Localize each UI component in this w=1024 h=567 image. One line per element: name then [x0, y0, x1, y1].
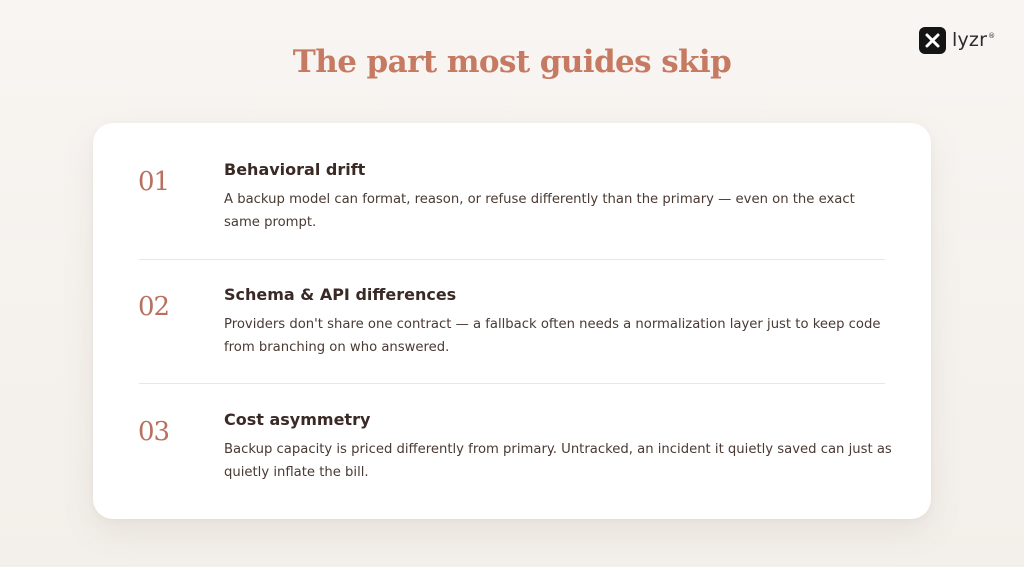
- brand-name: lyzr®: [952, 28, 996, 51]
- item-title: Behavioral drift: [224, 160, 366, 179]
- item-description: Providers don't share one contract — a fallback often needs a normalization layer just to keep code from branching on who answered.: [224, 317, 881, 355]
- list-item-schema-api: [93, 248, 931, 368]
- item-title: Cost asymmetry: [224, 410, 371, 429]
- page-title: The part most guides skip: [292, 44, 732, 80]
- list-item-behavioral-drift: [93, 123, 931, 243]
- list-item-cost-asymmetry: [93, 373, 931, 493]
- item-number: 02: [138, 292, 170, 322]
- item-title: Schema & API differences: [224, 285, 457, 304]
- item-description: A backup model can format, reason, or refuse differently than the primary — even on the exact same prompt.: [224, 192, 855, 230]
- item-number: 03: [138, 417, 170, 447]
- item-description: Backup capacity is priced differently from primary. Untracked, an incident it quietly saved can just as quietly inflate the bill.: [224, 442, 892, 480]
- registered-mark: ®: [988, 32, 996, 41]
- item-number: 01: [138, 167, 170, 197]
- content-card: [93, 123, 931, 519]
